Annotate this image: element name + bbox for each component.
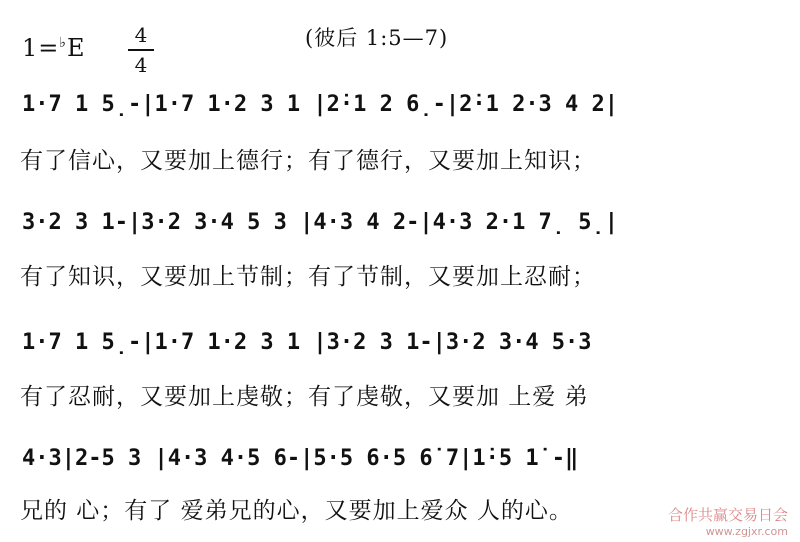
notation-line-2: 3·2 3 1-|3·2 3·4 5 3 |4·3 4 2-|4·3 2·1 7̣ 5̣| [22, 210, 619, 235]
time-signature [128, 22, 154, 78]
lyric-line-1: 有了信心，又要加上德行；有了德行，又要加上知识； [20, 148, 596, 174]
notation-line-4: 4·3|2-5 3 |4·3 4·5 6-|5·5 6·5 6̇ 7|1̇·5 1̇ -‖ [22, 446, 579, 471]
key-note: E [67, 34, 86, 62]
time-top: 4 [134, 23, 148, 47]
scripture-reference: (彼后 1:5—7) [305, 26, 449, 50]
flat-icon: ♭ [59, 35, 67, 51]
notation-line-3: 1·7 1 5̣-|1·7 1·2 3 1 |3·2 3 1-|3·2 3·4 5·3 [22, 330, 592, 355]
time-divider [128, 49, 154, 51]
lyric-line-2: 有了知识，又要加上节制；有了节制，又要加上忍耐； [20, 264, 596, 290]
lyric-line-4: 兄的 心；有了 爱弟兄的心，又要加上爱众 人的心。 [20, 498, 573, 524]
time-bottom: 4 [134, 53, 148, 77]
watermark-text: 合作共赢交易日会 [667, 506, 788, 524]
watermark-url: www.zgjxr.com [705, 525, 788, 538]
notation-line-1: 1·7 1 5̣-|1·7 1·2 3 1 |2̇·1 2 6̣-|2̇·1 2·3 4 2| [22, 92, 619, 117]
lyric-line-3: 有了忍耐，又要加上虔敬；有了虔敬，又要加 上爱 弟 [20, 384, 589, 410]
watermark [668, 504, 788, 538]
key-signature [22, 34, 86, 62]
key-label: 1= [22, 34, 60, 62]
